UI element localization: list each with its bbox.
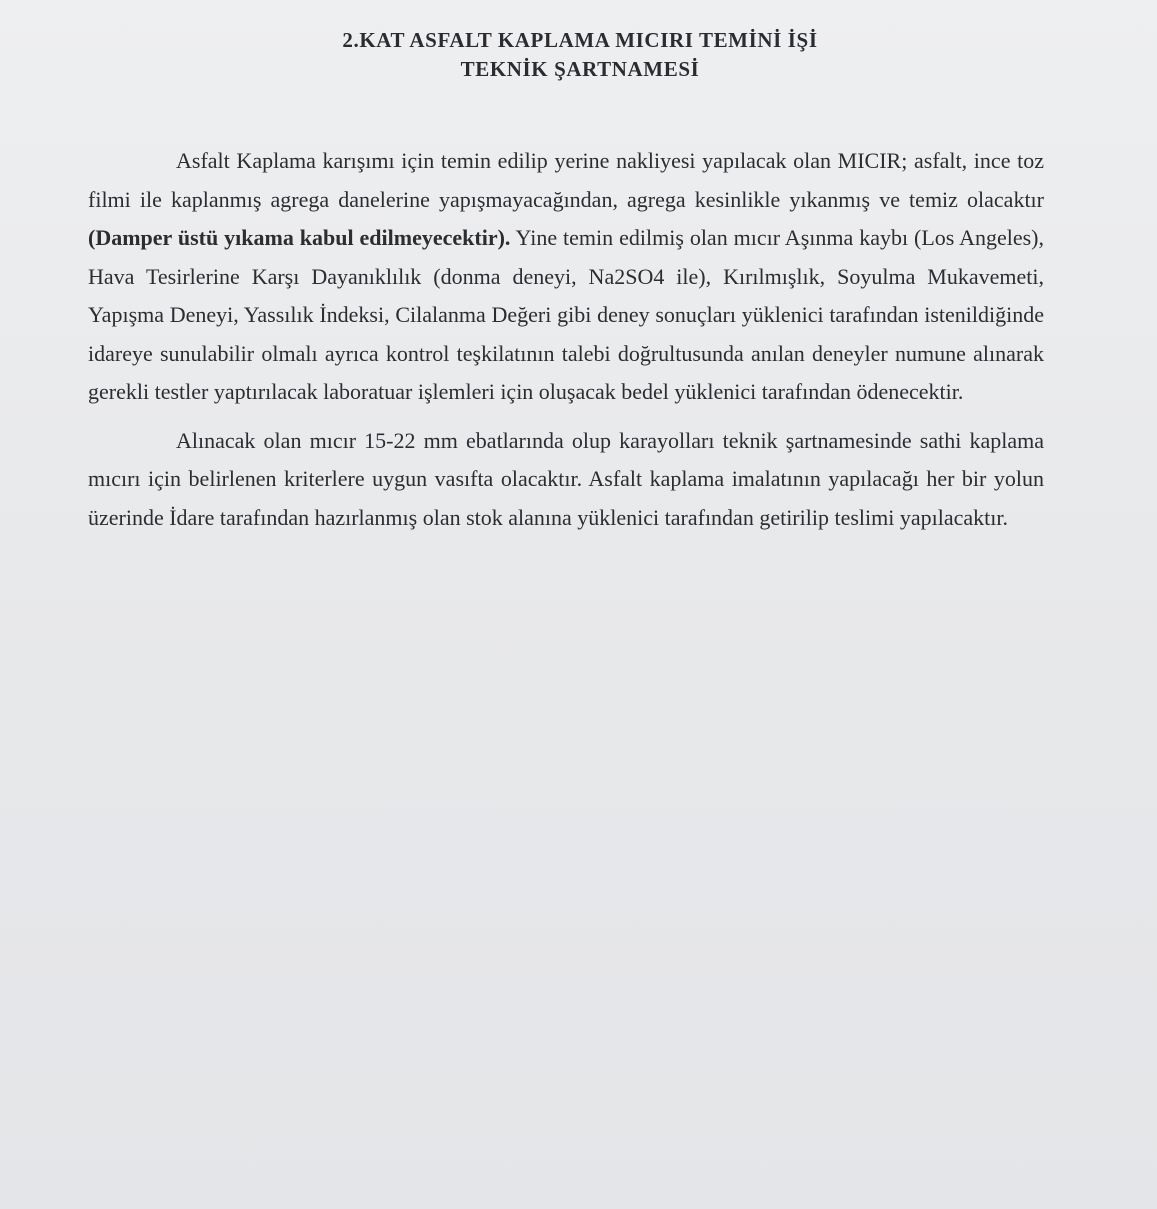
paragraph-1-text-start: Asfalt Kaplama karışımı için temin edilip yerine nakliyesi yapılacak olan MICIR; asfalt, ince toz filmi ile kaplanmış agrega danelerine yapışmayacağından, agrega kesinlikle yıkanmış ve temiz olacaktır: [88, 148, 1044, 212]
document-body: [88, 142, 1044, 547]
paragraph-1: [88, 142, 1044, 412]
paragraph-1-bold-note: (Damper üstü yıkama kabul edilmeyecektir).: [88, 225, 511, 250]
title-line-2: TEKNİK ŞARTNAMESİ: [460, 57, 700, 81]
title-line-1: 2.KAT ASFALT KAPLAMA MICIRI TEMİNİ İŞİ: [342, 28, 818, 52]
document-title: [180, 26, 980, 84]
paragraph-2: Alınacak olan mıcır 15-22 mm ebatlarında olup karayolları teknik şartnamesinde sathi kaplama mıcırı için belirlenen kriterlere uygun vasıfta olacaktır. Asfalt kaplama imalatının yapılacağı her bir yolun üzerinde İdare tarafından hazırlanmış olan stok alanına yüklenici tarafından getirilip teslimi yapılacaktır.: [88, 427, 1044, 530]
paragraph-1-text-end: Yine temin edilmiş olan mıcır Aşınma kaybı (Los Angeles), Hava Tesirlerine Karşı Dayanıklılık (donma deneyi, Na2SO4 ile), Kırılmışlık, Soyulma Mukavemeti, Yapışma Deneyi, Yassılık İndeksi, Cilalanma Değeri gibi deney sonuçları yüklenici tarafından istenildiğinde idareye sunulabilir olmalı ayrıca kontrol teşkilatının talebi doğrultusunda anılan deneyler numune alınarak gerekli testler yaptırılacak laboratuar işlemleri için oluşacak bedel yüklenici tarafından ödenecektir.: [88, 225, 1044, 404]
